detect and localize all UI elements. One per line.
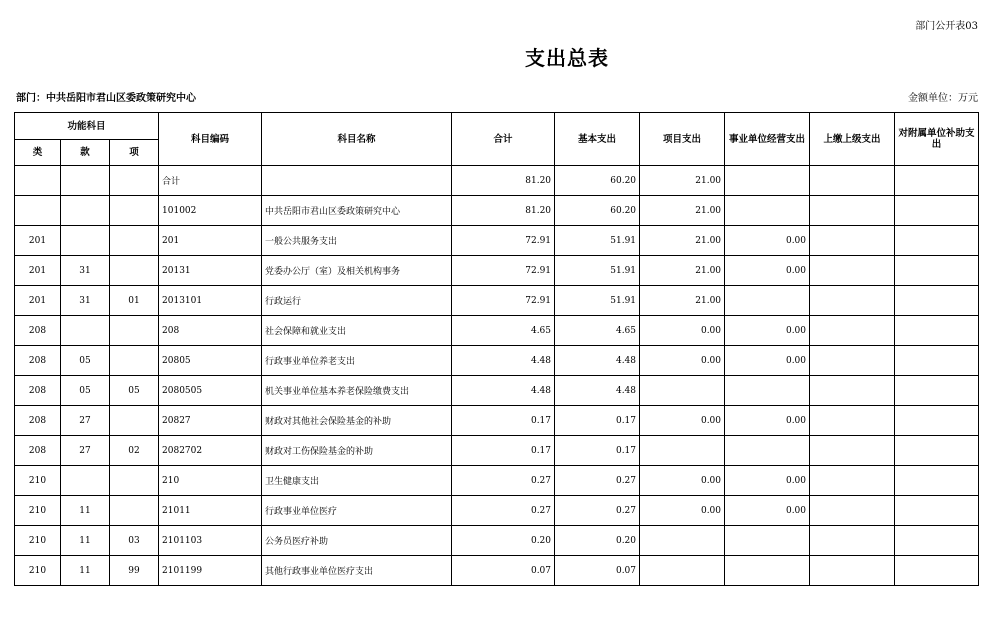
cell-project: 0.00 <box>640 406 725 436</box>
table-row <box>15 376 979 406</box>
cell-business: 0.00 <box>725 496 810 526</box>
cell-project: 0.00 <box>640 496 725 526</box>
cell-project: 21.00 <box>640 166 725 196</box>
cell-code: 21011 <box>159 496 262 526</box>
cell-project <box>640 436 725 466</box>
cell-business: 0.00 <box>725 256 810 286</box>
table-row <box>15 556 979 586</box>
cell-basic: 4.48 <box>555 346 640 376</box>
cell-lei: 208 <box>15 376 61 406</box>
cell-basic: 51.91 <box>555 226 640 256</box>
cell-lei: 210 <box>15 556 61 586</box>
cell-upper <box>810 286 895 316</box>
cell-code: 210 <box>159 466 262 496</box>
cell-code: 20805 <box>159 346 262 376</box>
cell-kuan <box>61 166 110 196</box>
cell-xiang: 02 <box>110 436 159 466</box>
header-upper: 上缴上级支出 <box>810 113 895 166</box>
cell-upper <box>810 406 895 436</box>
cell-kuan: 27 <box>61 436 110 466</box>
cell-lei: 208 <box>15 316 61 346</box>
cell-xiang <box>110 496 159 526</box>
cell-total: 0.07 <box>452 556 555 586</box>
cell-subsidy <box>895 406 979 436</box>
cell-xiang: 05 <box>110 376 159 406</box>
cell-basic: 51.91 <box>555 286 640 316</box>
cell-name: 财政对工伤保险基金的补助 <box>262 436 452 466</box>
table-body <box>15 166 979 586</box>
cell-kuan <box>61 226 110 256</box>
cell-subsidy <box>895 286 979 316</box>
cell-name: 一般公共服务支出 <box>262 226 452 256</box>
cell-project: 21.00 <box>640 256 725 286</box>
cell-name: 卫生健康支出 <box>262 466 452 496</box>
cell-kuan: 27 <box>61 406 110 436</box>
cell-subsidy <box>895 526 979 556</box>
cell-lei: 210 <box>15 526 61 556</box>
cell-name: 机关事业单位基本养老保险缴费支出 <box>262 376 452 406</box>
cell-project <box>640 526 725 556</box>
cell-kuan: 11 <box>61 556 110 586</box>
cell-total: 72.91 <box>452 286 555 316</box>
cell-kuan <box>61 196 110 226</box>
cell-subsidy <box>895 316 979 346</box>
cell-total: 4.65 <box>452 316 555 346</box>
cell-name: 财政对其他社会保险基金的补助 <box>262 406 452 436</box>
cell-lei: 201 <box>15 256 61 286</box>
cell-project: 21.00 <box>640 226 725 256</box>
cell-lei: 201 <box>15 286 61 316</box>
cell-xiang <box>110 166 159 196</box>
cell-upper <box>810 226 895 256</box>
cell-subsidy <box>895 556 979 586</box>
cell-business: 0.00 <box>725 226 810 256</box>
cell-code: 20827 <box>159 406 262 436</box>
cell-subsidy <box>895 466 979 496</box>
table-row <box>15 436 979 466</box>
cell-kuan <box>61 316 110 346</box>
cell-basic: 60.20 <box>555 196 640 226</box>
cell-xiang <box>110 256 159 286</box>
cell-xiang <box>110 346 159 376</box>
cell-kuan: 31 <box>61 256 110 286</box>
cell-basic: 0.17 <box>555 406 640 436</box>
table-row <box>15 496 979 526</box>
cell-project <box>640 376 725 406</box>
cell-total: 0.27 <box>452 496 555 526</box>
cell-subsidy <box>895 256 979 286</box>
table-row <box>15 286 979 316</box>
department-label: 部门：中共岳阳市君山区委政策研究中心 <box>16 93 196 104</box>
table-row <box>15 226 979 256</box>
table-row <box>15 166 979 196</box>
cell-code: 2101199 <box>159 556 262 586</box>
cell-kuan: 11 <box>61 526 110 556</box>
cell-upper <box>810 376 895 406</box>
expenditure-table <box>14 112 979 586</box>
cell-upper <box>810 166 895 196</box>
header-xiang: 项 <box>110 140 159 166</box>
cell-upper <box>810 346 895 376</box>
header-subsidy: 对附属单位补助支出 <box>895 113 979 166</box>
cell-upper <box>810 256 895 286</box>
header-business: 事业单位经营支出 <box>725 113 810 166</box>
cell-name <box>262 166 452 196</box>
cell-basic: 0.20 <box>555 526 640 556</box>
cell-kuan <box>61 466 110 496</box>
cell-subsidy <box>895 166 979 196</box>
cell-xiang: 99 <box>110 556 159 586</box>
cell-subsidy <box>895 376 979 406</box>
cell-total: 72.91 <box>452 256 555 286</box>
cell-upper <box>810 526 895 556</box>
cell-subsidy <box>895 226 979 256</box>
header-kuan: 款 <box>61 140 110 166</box>
cell-basic: 51.91 <box>555 256 640 286</box>
cell-basic: 0.27 <box>555 466 640 496</box>
cell-name: 行政运行 <box>262 286 452 316</box>
cell-name: 行政事业单位养老支出 <box>262 346 452 376</box>
header-lei: 类 <box>15 140 61 166</box>
cell-total: 4.48 <box>452 376 555 406</box>
table-row <box>15 406 979 436</box>
cell-name: 党委办公厅（室）及相关机构事务 <box>262 256 452 286</box>
cell-business <box>725 166 810 196</box>
cell-business <box>725 556 810 586</box>
cell-upper <box>810 496 895 526</box>
cell-lei: 201 <box>15 226 61 256</box>
cell-lei: 208 <box>15 346 61 376</box>
cell-business <box>725 196 810 226</box>
cell-business: 0.00 <box>725 346 810 376</box>
table-row <box>15 316 979 346</box>
cell-xiang: 01 <box>110 286 159 316</box>
cell-total: 0.20 <box>452 526 555 556</box>
header-basic: 基本支出 <box>555 113 640 166</box>
table-row <box>15 346 979 376</box>
cell-business: 0.00 <box>725 466 810 496</box>
cell-subsidy <box>895 346 979 376</box>
cell-xiang <box>110 406 159 436</box>
cell-total: 0.17 <box>452 406 555 436</box>
cell-subsidy <box>895 436 979 466</box>
cell-upper <box>810 556 895 586</box>
cell-business <box>725 436 810 466</box>
cell-lei <box>15 196 61 226</box>
cell-code: 2013101 <box>159 286 262 316</box>
cell-kuan: 05 <box>61 376 110 406</box>
cell-code: 合计 <box>159 166 262 196</box>
cell-upper <box>810 436 895 466</box>
cell-name: 行政事业单位医疗 <box>262 496 452 526</box>
cell-xiang <box>110 196 159 226</box>
header-project: 项目支出 <box>640 113 725 166</box>
cell-lei: 208 <box>15 436 61 466</box>
cell-kuan: 05 <box>61 346 110 376</box>
cell-project: 21.00 <box>640 196 725 226</box>
cell-name: 公务员医疗补助 <box>262 526 452 556</box>
cell-basic: 4.65 <box>555 316 640 346</box>
cell-name: 其他行政事业单位医疗支出 <box>262 556 452 586</box>
cell-total: 0.17 <box>452 436 555 466</box>
cell-xiang <box>110 316 159 346</box>
cell-name: 中共岳阳市君山区委政策研究中心 <box>262 196 452 226</box>
table-row <box>15 466 979 496</box>
cell-project <box>640 556 725 586</box>
cell-business <box>725 526 810 556</box>
cell-lei: 208 <box>15 406 61 436</box>
cell-basic: 60.20 <box>555 166 640 196</box>
cell-total: 81.20 <box>452 166 555 196</box>
header-func-subject: 功能科目 <box>15 113 159 140</box>
cell-lei: 210 <box>15 496 61 526</box>
table-row <box>15 526 979 556</box>
cell-code: 101002 <box>159 196 262 226</box>
cell-name: 社会保障和就业支出 <box>262 316 452 346</box>
cell-basic: 4.48 <box>555 376 640 406</box>
cell-subsidy <box>895 196 979 226</box>
cell-xiang <box>110 226 159 256</box>
cell-total: 0.27 <box>452 466 555 496</box>
cell-project: 0.00 <box>640 466 725 496</box>
cell-kuan: 31 <box>61 286 110 316</box>
cell-xiang: 03 <box>110 526 159 556</box>
cell-basic: 0.07 <box>555 556 640 586</box>
cell-lei <box>15 166 61 196</box>
page-title: 支出总表 <box>525 46 609 70</box>
cell-code: 20131 <box>159 256 262 286</box>
cell-business <box>725 376 810 406</box>
cell-xiang <box>110 466 159 496</box>
header-name: 科目名称 <box>262 113 452 166</box>
cell-upper <box>810 466 895 496</box>
cell-project: 0.00 <box>640 346 725 376</box>
header-code: 科目编码 <box>159 113 262 166</box>
amount-unit-label: 金额单位：万元 <box>908 93 978 104</box>
cell-upper <box>810 316 895 346</box>
cell-lei: 210 <box>15 466 61 496</box>
cell-project: 0.00 <box>640 316 725 346</box>
cell-project: 21.00 <box>640 286 725 316</box>
cell-business: 0.00 <box>725 316 810 346</box>
cell-basic: 0.27 <box>555 496 640 526</box>
form-code: 部门公开表03 <box>915 21 978 32</box>
cell-basic: 0.17 <box>555 436 640 466</box>
cell-code: 2101103 <box>159 526 262 556</box>
cell-code: 2080505 <box>159 376 262 406</box>
cell-total: 72.91 <box>452 226 555 256</box>
header-total: 合计 <box>452 113 555 166</box>
cell-business <box>725 286 810 316</box>
table-row <box>15 196 979 226</box>
cell-total: 81.20 <box>452 196 555 226</box>
cell-business: 0.00 <box>725 406 810 436</box>
cell-code: 201 <box>159 226 262 256</box>
table-row <box>15 256 979 286</box>
cell-kuan: 11 <box>61 496 110 526</box>
cell-subsidy <box>895 496 979 526</box>
cell-code: 2082702 <box>159 436 262 466</box>
cell-code: 208 <box>159 316 262 346</box>
cell-total: 4.48 <box>452 346 555 376</box>
cell-upper <box>810 196 895 226</box>
